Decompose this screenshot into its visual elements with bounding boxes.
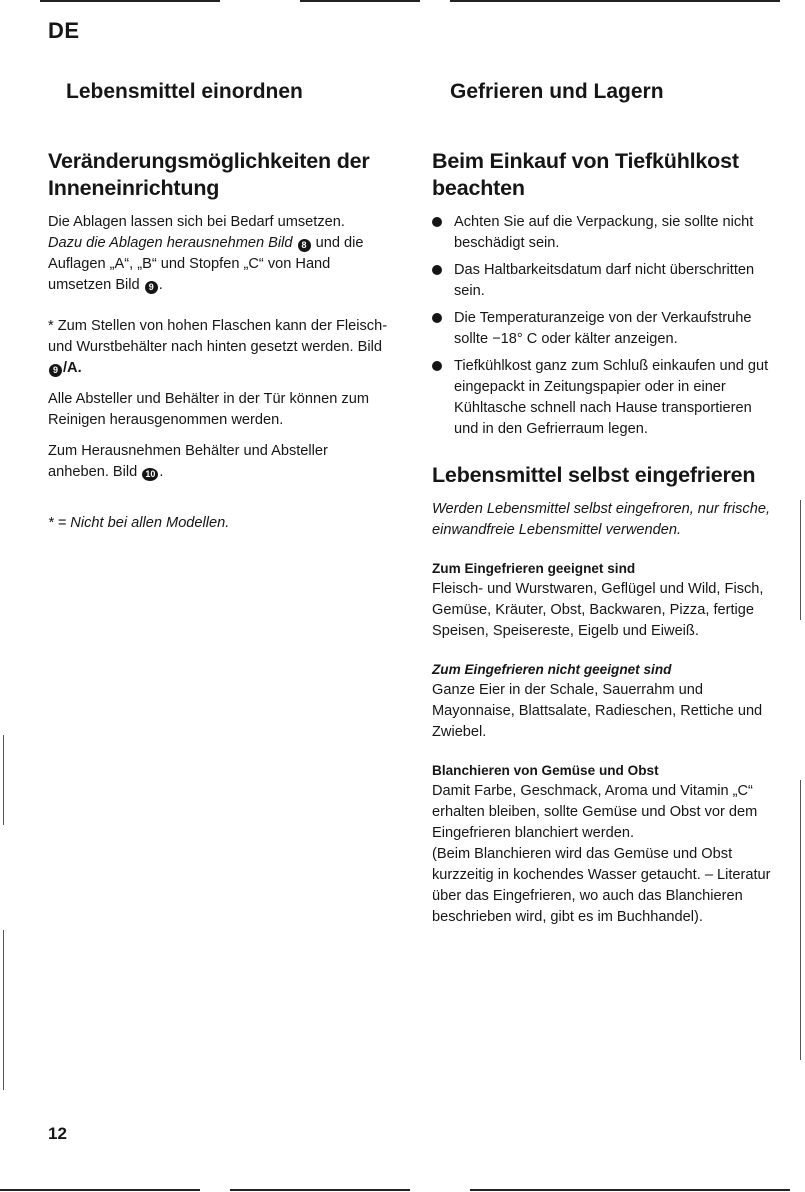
paragraph-text: /A. — [63, 360, 82, 376]
language-code: DE — [48, 18, 80, 43]
subheading: Zum Eingefrieren geeignet sind — [432, 561, 636, 576]
paragraph-text: Zum Herausnehmen Behälter und Absteller anheben. Bild — [48, 443, 328, 480]
paragraph-text: Dazu die Ablagen herausnehmen Bild — [48, 235, 293, 251]
top-rule — [450, 0, 780, 2]
list-item-text: Die Temperaturanzeige von der Verkaufstruhe sollte −18° C oder kälter anzeigen. — [454, 310, 752, 347]
bottom-rule — [0, 1189, 200, 1191]
bullet-list — [432, 212, 772, 440]
bullet-icon — [432, 265, 442, 275]
paragraph: Dazu die Ablagen herausnehmen Bild 8 und die Auflagen „A“, „B“ und Stopfen „C“ von Hand umsetzen Bild 9 . — [48, 235, 364, 293]
bullet-icon — [432, 313, 442, 323]
paragraph: Werden Lebensmittel selbst eingefroren, nur frische, einwandfreie Lebensmittel verwenden. — [432, 501, 770, 538]
paragraph: Die Ablagen lassen sich bei Bedarf umsetzen. — [48, 214, 345, 230]
bottom-rule — [470, 1189, 790, 1191]
figure-badge: 9 — [145, 281, 158, 294]
list-item — [432, 308, 772, 350]
paragraph-text: * Zum Stellen von hohen Flaschen kann der Fleisch- und Wurstbehälter nach hinten gesetzt werden. Bild — [48, 318, 388, 355]
paragraph: Fleisch- und Wurstwaren, Geflügel und Wild, Fisch, Gemüse, Kräuter, Obst, Backwaren, Pizza, fertige Speisen, Speisereste, Eigelb und Eiweiß. — [432, 581, 764, 639]
subheading: Blanchieren von Gemüse und Obst — [432, 763, 659, 778]
section-title-left: Lebensmittel einordnen — [66, 80, 303, 103]
list-item-text: Achten Sie auf die Verpackung, sie sollte nicht beschädigt sein. — [454, 214, 754, 251]
margin-mark — [3, 735, 4, 825]
list-item — [432, 356, 772, 440]
page-number: 12 — [48, 1124, 67, 1143]
figure-badge: 10 — [142, 468, 158, 481]
left-column — [48, 148, 388, 544]
paragraph: (Beim Blanchieren wird das Gemüse und Obst kurzzeitig in kochendes Wasser getaucht. – Literatur über das Eingefrieren, wo auch das Blanchieren beschrieben wird, gibt es im Buchhandel). — [432, 846, 771, 925]
heading-freezing: Lebensmittel selbst eingefrieren — [432, 463, 756, 487]
margin-mark — [800, 780, 801, 1060]
paragraph: Alle Absteller und Behälter in der Tür können zum Reinigen herausgenommen werden. — [48, 391, 369, 428]
heading-shopping: Beim Einkauf von Tiefkühlkost beachten — [432, 149, 739, 200]
paragraph-text: und die Auflagen „A“, „B“ und Stopfen „C“ von Hand umsetzen Bild — [48, 235, 364, 293]
paragraph — [48, 316, 388, 379]
paragraph: Damit Farbe, Geschmack, Aroma und Vitamin „C“ erhalten bleiben, sollte Gemüse und Obst vor dem Eingefrieren blanchiert werden. — [432, 783, 758, 841]
list-item-text: Tiefkühlkost ganz zum Schluß einkaufen und gut eingepackt in Zeitungspapier oder in einer Kühltasche schnell nach Hause transportieren und in den Gefrierraum legen. — [454, 358, 769, 437]
subheading: Zum Eingefrieren nicht geeignet sind — [432, 662, 672, 677]
figure-badge: 8 — [298, 239, 311, 252]
list-item — [432, 260, 772, 302]
section-title-right: Gefrieren und Lagern — [450, 80, 664, 103]
margin-mark — [3, 930, 4, 1090]
bottom-rule — [230, 1189, 410, 1191]
bullet-icon — [432, 217, 442, 227]
list-item-text: Das Haltbarkeitsdatum darf nicht überschritten sein. — [454, 262, 755, 299]
right-column — [432, 148, 772, 938]
top-rule — [300, 0, 420, 2]
top-rule — [40, 0, 220, 2]
paragraph: Ganze Eier in der Schale, Sauerrahm und Mayonnaise, Blattsalate, Radieschen, Rettiche und Zwiebel. — [432, 682, 763, 740]
figure-badge: 9 — [49, 364, 62, 377]
paragraph: Zum Herausnehmen Behälter und Absteller anheben. Bild 10 . — [48, 443, 328, 480]
heading-interior: Veränderungsmöglichkeiten der Inneneinrichtung — [48, 149, 370, 200]
margin-mark — [800, 500, 801, 620]
list-item — [432, 212, 772, 254]
footnote: * = Nicht bei allen Modellen. — [48, 515, 230, 531]
bullet-icon — [432, 361, 442, 371]
